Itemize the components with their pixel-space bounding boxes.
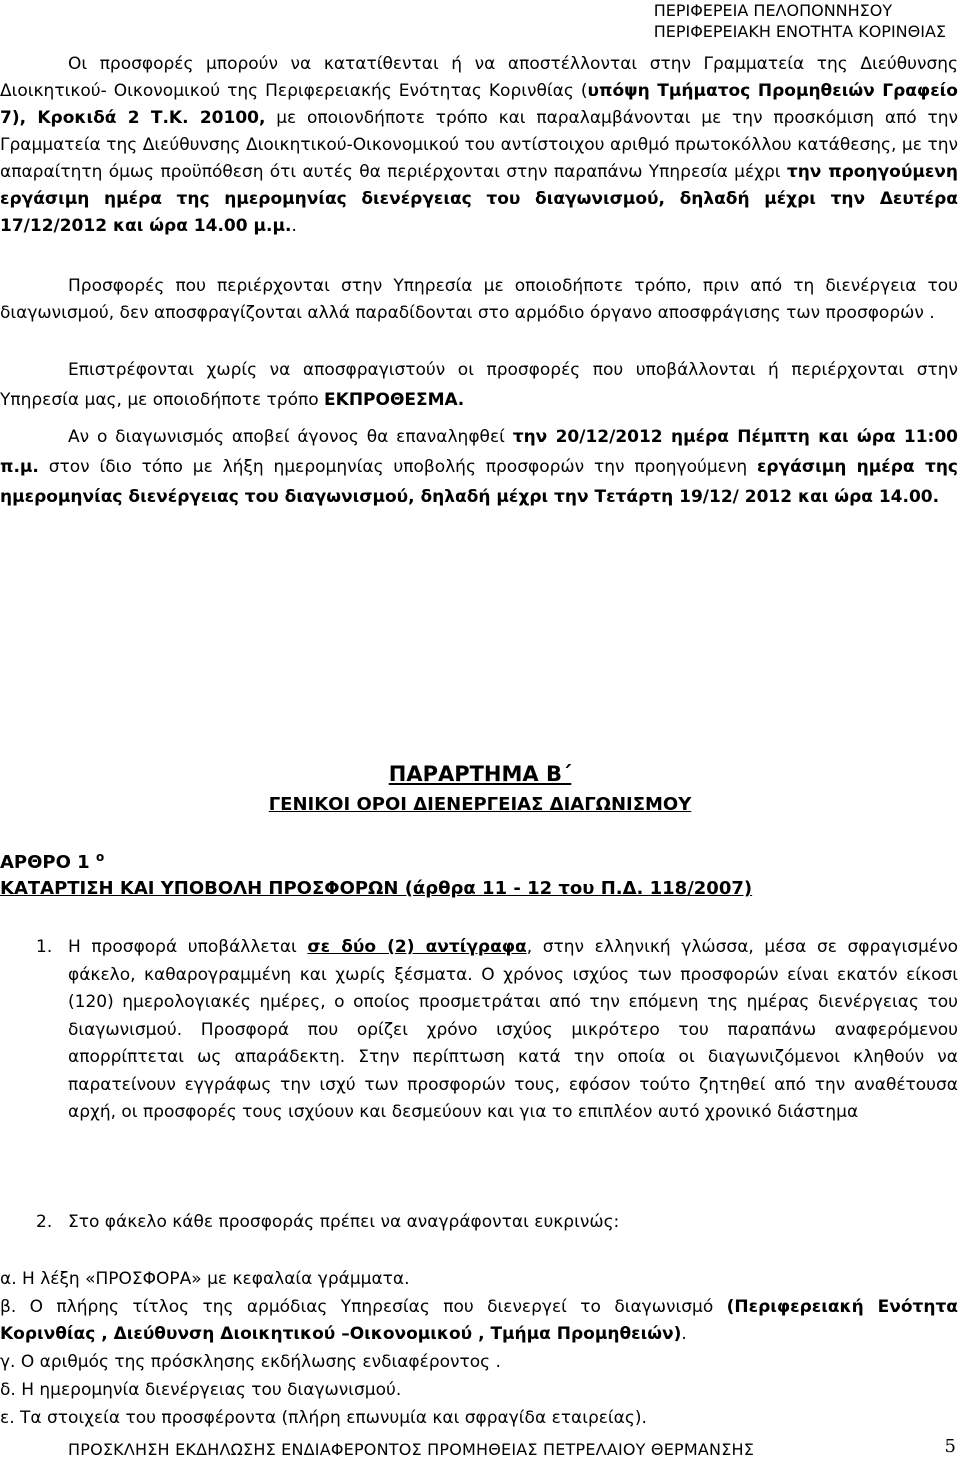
item1-text-c: , στην ελληνική γλώσσα, μέσα σε σφραγισμένο φάκελο, καθαρογραμμένη και χωρίς ξέσματα. Ο χρόνος ισχύος των προσφορών είναι εκατόν είκοσι (120) ημερολογιακές ημέρες, ο οποίος προσμετράται από την επόμενη της ημέρας διενέργειας του διαγωνισμού. Προσφορά που ορίζει χρόνο ισχύος μικρότερο του παραπάνω αναφερόμενου απορρίπτεται ως απαράδεκτη. Στην περίπτωση κατά την οποία οι διαγωνιζόμενοι κληθούν να παρατείνουν εγγράφως την ισχύ των προσφορών τους, εφόσον τούτο ζητηθεί από την αναθέτουσα αρχή, οι προσφορές τους ισχύουν και δεσμεύουν και για το επιπλέον αυτό χρονικό διάστημα <box>68 937 958 1122</box>
annex-title: ΠΑΡΑΡΤΗΜΑ Β΄ <box>388 762 572 786</box>
intro-paragraph-1 <box>0 51 958 240</box>
subitem-a: α. Η λέξη «ΠΡΟΣΦΟΡΑ» με κεφαλαία γράμματα. <box>0 1269 410 1289</box>
article-label: ΑΡΘΡΟ 1 <box>0 852 90 873</box>
intro-p3-a: Επιστρέφονται χωρίς να αποσφραγιστούν οι προσφορές που υποβάλλονται ή περιέρχονται στην Υπηρεσία μας, με οποιοδήποτε τρόπο <box>0 360 958 410</box>
intro-p1-a: Οι προσφορές μπορούν να κατατίθενται ή να αποστέλλονται στην Γραμματεία της Διεύθυνσης Διοικητικού- Οικονομικού της Περιφερειακής Ενότητας Κορινθίας ( <box>0 54 958 101</box>
subitem-e: ε. Τα στοιχεία του προσφέροντα (πλήρη επωνυμία και σφραγίδα εταιρείας). <box>0 1408 647 1428</box>
subitem-b-a: β. Ο πλήρης τίτλος της αρμόδιας Υπηρεσίας που διενεργεί το διαγωνισμό <box>0 1297 727 1317</box>
intro-p1-c: με οποιονδήποτε τρόπο και παραλαμβάνονται με την προσκόμιση από την Γραμματεία της Διεύθυνσης Διοικητικού-Οικονομικού του αντίστοιχου αριθμό πρωτοκόλλου κατάθεσης, με την απαραίτητη όμως προϋπόθεση ότι αυτές θα περιέρχονται στην παραπάνω Υπηρεσία μέχρι <box>0 108 958 182</box>
intro-p3-b: ΕΚΠΡΟΘΕΣΜΑ. <box>324 390 465 410</box>
item1-text-a: Η προσφορά υποβάλλεται <box>68 937 308 957</box>
article-superscript: ο <box>96 850 105 864</box>
header-region: ΠΕΡΙΦΕΡΕΙΑ ΠΕΛΟΠΟΝΝΗΣΟΥ <box>653 1 893 20</box>
list-item-2 <box>36 1209 958 1237</box>
list-item-1 <box>36 934 958 1127</box>
subitem-b-b: (Περιφερειακή Ενότητα Κορινθίας , Διεύθυνση Διοικητικού –Οικονομικού , Τμήμα Προμηθειών) <box>0 1297 958 1344</box>
intro-paragraph-3 <box>0 355 958 415</box>
intro-p1-e: . <box>291 216 297 236</box>
article-title: ΚΑΤΑΡΤΙΣΗ ΚΑΙ ΥΠΟΒΟΛΗ ΠΡΟΣΦΟΡΩΝ (άρθρα 11 - 12 του Π.Δ. 118/2007) <box>0 878 753 899</box>
subitem-d: δ. Η ημερομηνία διενέργειας του διαγωνισμού. <box>0 1380 402 1400</box>
intro-p4-d: εργάσιμη ημέρα της ημερομηνίας διενέργειας του διαγωνισμού, δηλαδή μέχρι την Τετάρτη 19/12/ 2012 και ώρα 14.00. <box>0 457 958 507</box>
subitem-b-c: . <box>681 1324 687 1344</box>
list-item-2-number: 2. <box>36 1212 53 1232</box>
intro-p4-a: Αν ο διαγωνισμός αποβεί άγονος θα επαναληφθεί <box>68 427 513 447</box>
article-heading <box>0 850 104 873</box>
list-item-1-number: 1. <box>36 937 53 957</box>
intro-p1-b: υπόψη Τμήματος Προμηθειών Γραφείο 7), Κροκιδά 2 Τ.Κ. 20100, <box>0 81 958 128</box>
subitem-b <box>0 1294 958 1348</box>
list-item-1-text <box>68 934 958 1127</box>
page-number: 5 <box>944 1436 956 1457</box>
intro-p4-b: την 20/12/2012 ημέρα Πέμπτη και ώρα 11:00 π.μ. <box>0 427 958 477</box>
intro-paragraph-2: Προσφορές που περιέρχονται στην Υπηρεσία με οποιοδήποτε τρόπο, πριν από τη διενέργεια του διαγωνισμού, δεν αποσφραγίζονται αλλά παραδίδονται στο αρμόδιο όργανο αποσφράγισης των προσφορών . <box>0 276 958 323</box>
annex-subtitle: ΓΕΝΙΚΟΙ ΟΡΟΙ ΔΙΕΝΕΡΓΕΙΑΣ ΔΙΑΓΩΝΙΣΜΟΥ <box>268 794 692 815</box>
page-footer: ΠΡΟΣΚΛΗΣΗ ΕΚΔΗΛΩΣΗΣ ΕΝΔΙΑΦΕΡΟΝΤΟΣ ΠΡΟΜΗΘΕΙΑΣ ΠΕΤΡΕΛΑΙΟΥ ΘΕΡΜΑΝΣΗΣ <box>68 1440 755 1459</box>
item1-text-b: σε δύο (2) αντίγραφα <box>307 937 527 957</box>
intro-paragraph-4 <box>0 422 958 512</box>
intro-p1-d: την προηγούμενη εργάσιμη ημέρα της ημερομηνίας διενέργειας του διαγωνισμού, δηλαδή μέχρι την Δευτέρα 17/12/2012 και ώρα 14.00 μ.μ. <box>0 162 958 236</box>
subitem-c: γ. Ο αριθμός της πρόσκλησης εκδήλωσης ενδιαφέροντος . <box>0 1352 501 1372</box>
page-header <box>654 0 946 42</box>
header-unit: ΠΕΡΙΦΕΡΕΙΑΚΗ ΕΝΟΤΗΤΑ ΚΟΡΙΝΘΙΑΣ <box>653 22 946 41</box>
list-item-2-text: Στο φάκελο κάθε προσφοράς πρέπει να αναγράφονται ευκρινώς: <box>68 1212 620 1232</box>
intro-p4-c: στον ίδιο τόπο με λήξη ημερομηνίας υποβολής προσφορών την προηγούμενη <box>38 457 757 477</box>
